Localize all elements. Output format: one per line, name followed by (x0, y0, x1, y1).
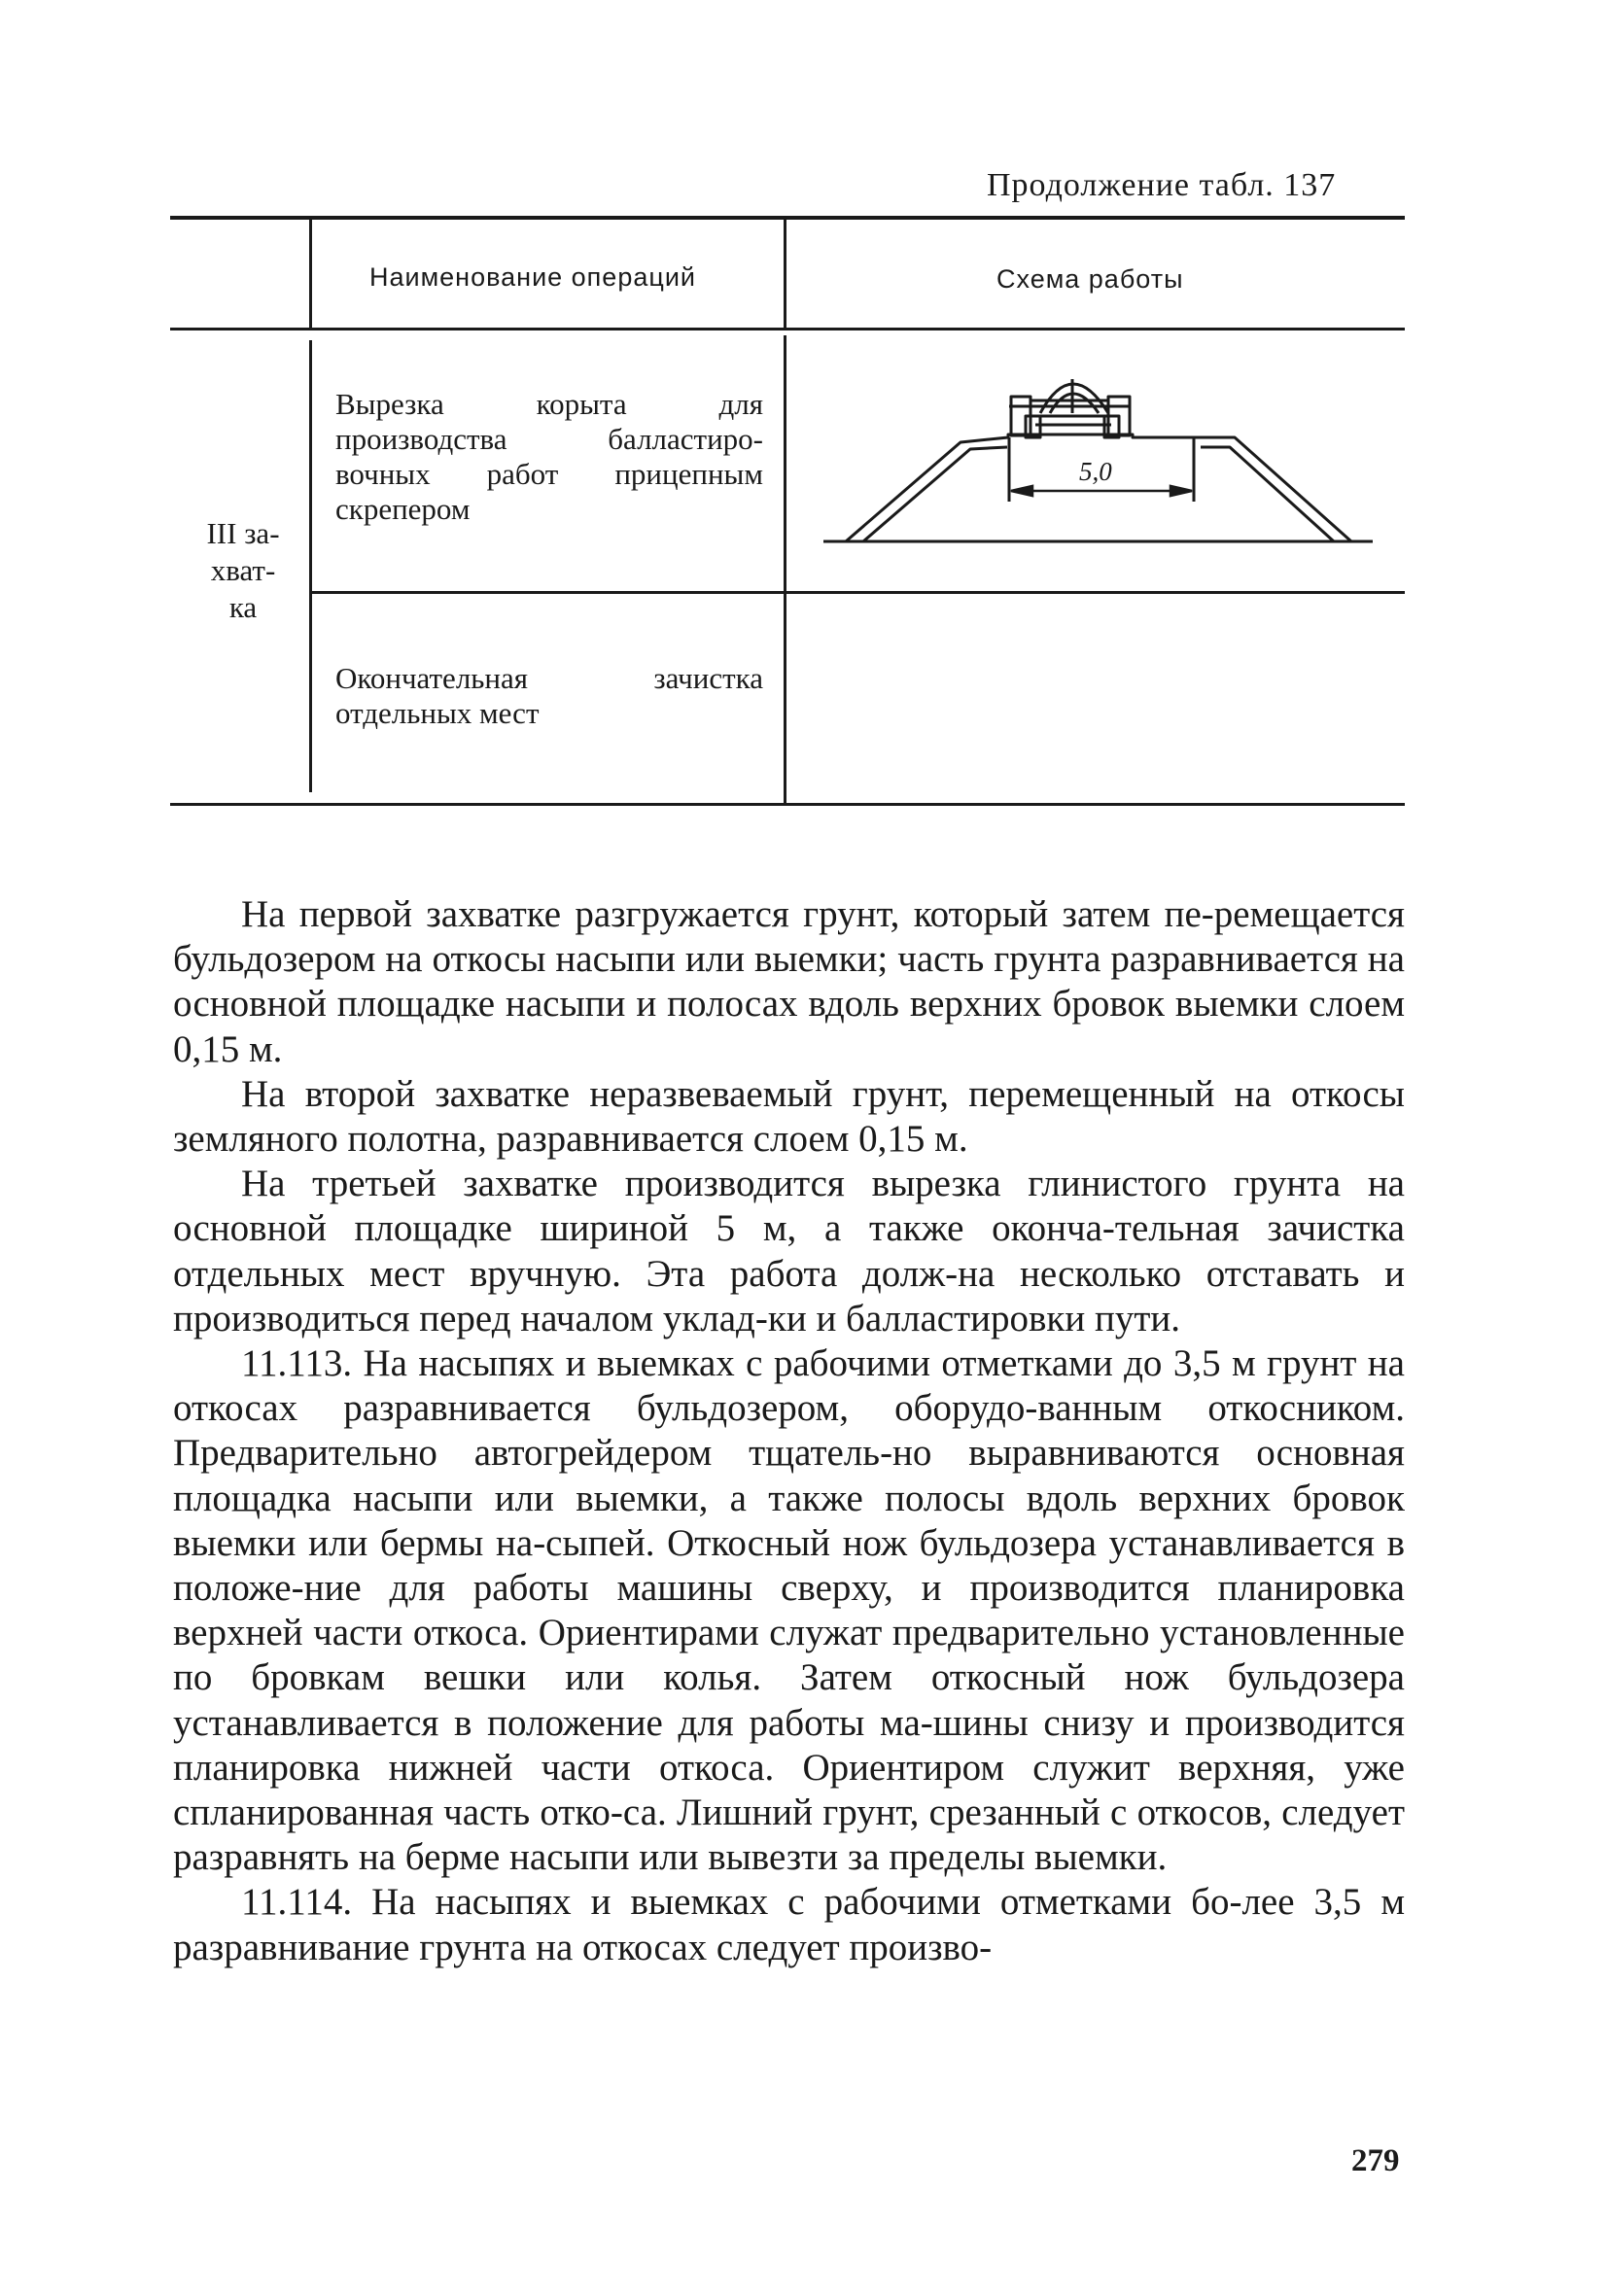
operation-final-cleanup (335, 661, 763, 731)
operation-line: отдельных мест (335, 696, 540, 730)
stage-line: III за- (206, 516, 280, 550)
paragraph: На третьей захватке производится вырезка глинистого грунта на основной площадке шириной 5 м, а также оконча-тельная зачистка отдельных мест вручную. Эта работа долж-на несколько отставать и производиться перед началом уклад-ки и балластировки пути. (173, 1163, 1405, 1339)
table-row-divider (311, 591, 1405, 594)
dimension-arrow-left (1011, 486, 1032, 496)
stage-line: ка (228, 590, 258, 624)
paragraph: На второй захватке неразвеваемый грунт, перемещенный на откосы земляного полотна, разравнивается слоем 0,15 м. (173, 1072, 1405, 1161)
table-column-divider-2 (784, 220, 786, 328)
table-column-divider-1-body (309, 340, 312, 792)
table-column-divider-1 (309, 220, 312, 328)
table-continuation-caption: Продолжение табл. 137 (987, 167, 1337, 203)
table-header-rule (170, 328, 1405, 330)
operation-line: скрепером (335, 492, 471, 526)
paragraph: 11.113. На насыпях и выемках с рабочими отметками до 3,5 м грунт на откосах разравнивается бульдозером, оборудо-ванным откосником. Предварительно автогрейдером тщатель-но выравниваются основная площадка насыпи или выемки, а также полосы вдоль верхних бровок выемки или бермы на-сыпей. Откосный нож бульдозера устанавливается в положе-ние для работы машины сверху, и производится планировка верхней части откоса. Ориентирами служат предварительно установленные по бровкам вешки или колья. Затем откосный нож бульдозера устанавливается в положение для работы ма-шины снизу и производится планировка нижней части откоса. Ориентиром служит верхняя, уже спланированная часть отко-са. Лишний грунт, срезанный с откосов, следует разравнять на берме насыпи или вывезти за пределы выемки. (173, 1342, 1405, 1879)
embankment-inner-right (1201, 447, 1334, 541)
paragraph: 11.114. На насыпях и выемках с рабочими отметками бо-лее 3,5 м разравнивание грунта на откосах следует произво- (173, 1881, 1405, 1968)
column-header-scheme: Схема работы (996, 264, 1184, 294)
column-header-operations: Наименование операций (369, 262, 696, 292)
stage-cell (180, 515, 306, 626)
operation-cutting-trough (335, 387, 763, 527)
table-bottom-rule (170, 803, 1405, 806)
scraper-scheme-diagram (817, 340, 1380, 564)
operation-line: производства балластиро- (335, 422, 763, 456)
operation-line: вочных работ прицепным (335, 457, 763, 491)
operation-line: Вырезка корыта для (335, 387, 763, 421)
stage-line: хват- (210, 553, 276, 587)
dimension-arrow-right (1170, 486, 1192, 496)
table-column-divider-2-body (784, 335, 786, 803)
paragraph: На первой захватке разгружается грунт, который затем пе-ремещается бульдозером на откосы насыпи или выемки; часть грунта разравнивается на основной площадке насыпи и полосах вдоль верхних бровок выемки слоем 0,15 м. (173, 893, 1405, 1070)
dimension-label: 5,0 (1079, 457, 1112, 486)
embankment-inner-left (863, 447, 1007, 541)
main-text (173, 892, 1405, 1970)
table-top-rule (170, 216, 1405, 220)
scraper-icon (1040, 384, 1108, 413)
page-number: 279 (1351, 2143, 1400, 2178)
operation-line: Окончательная зачистка (335, 661, 763, 695)
